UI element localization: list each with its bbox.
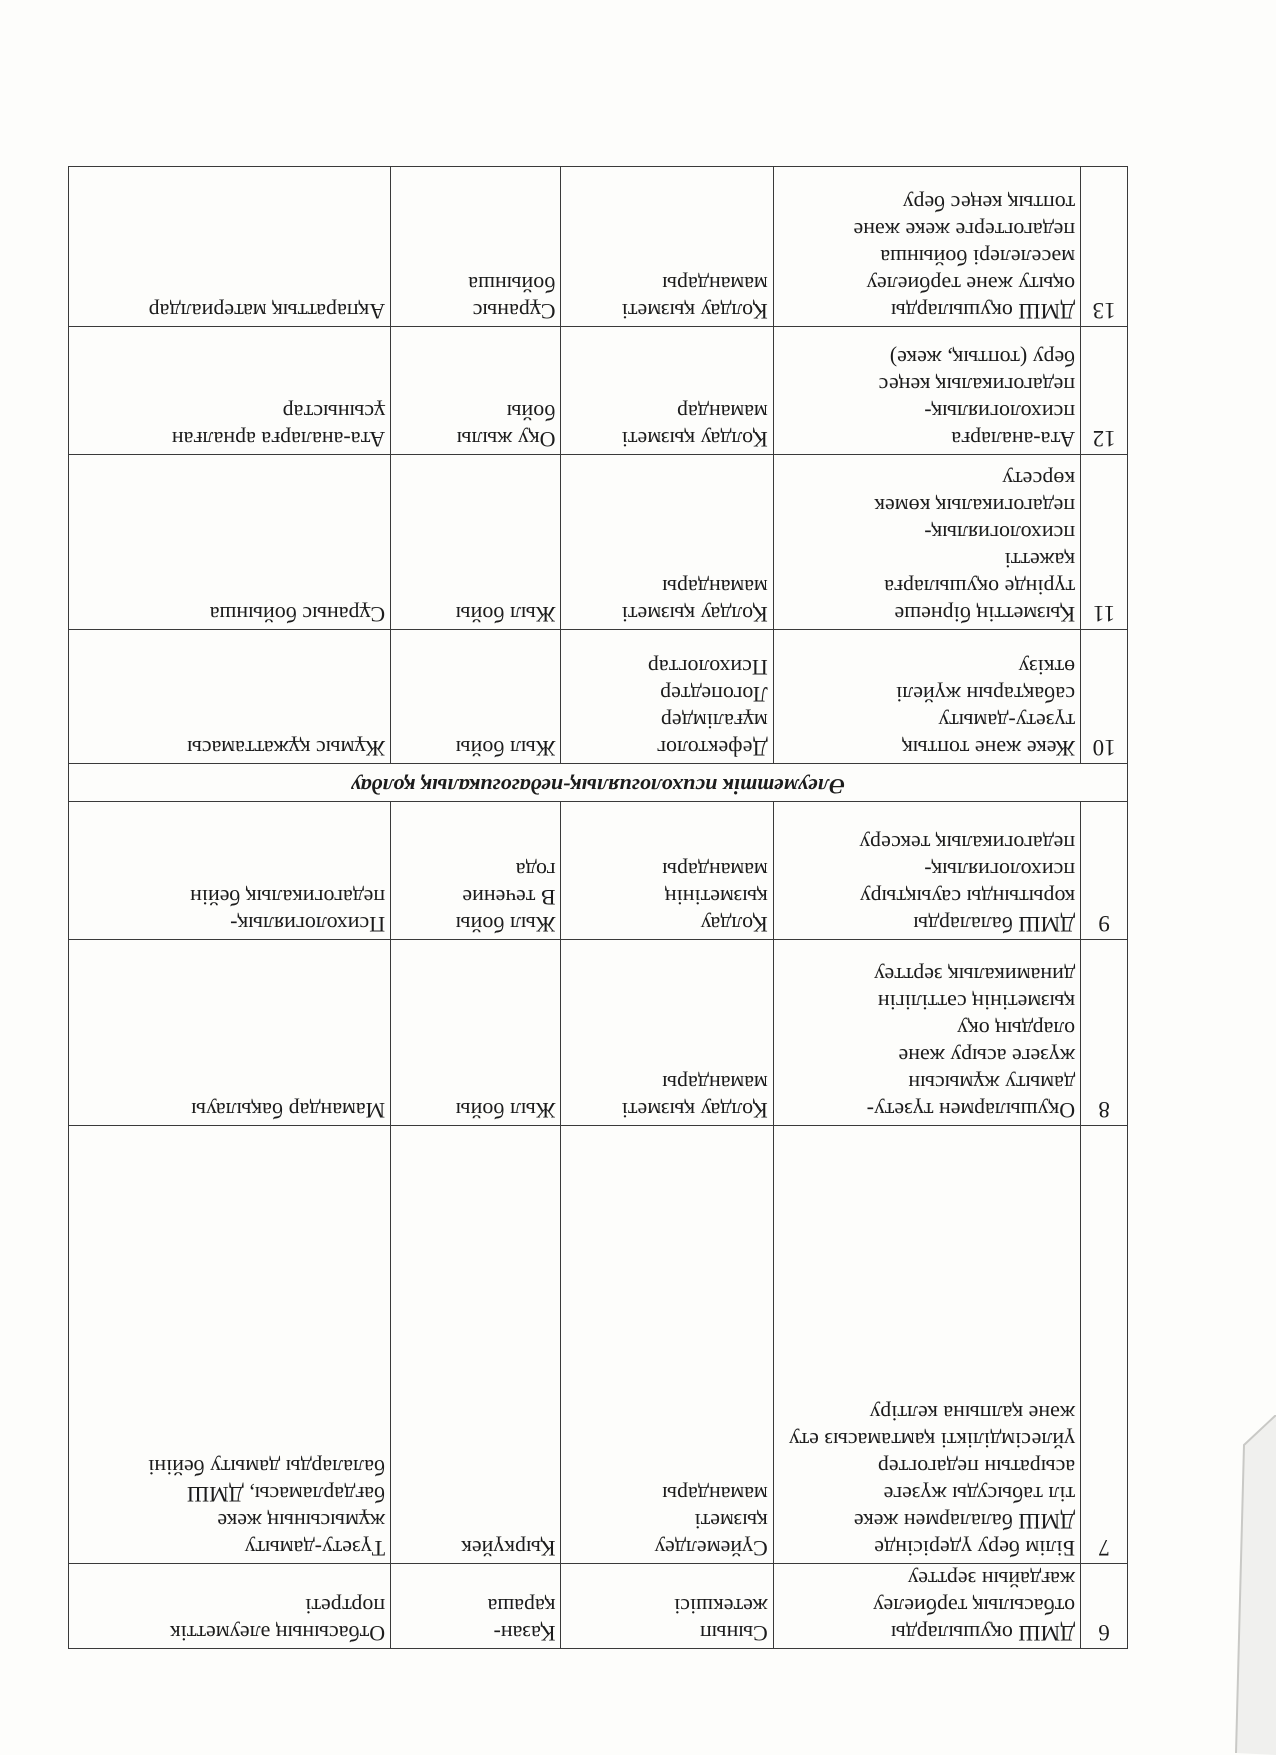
result-cell: Сұраныс бойынша (69, 454, 391, 629)
row-number: 12 (1081, 326, 1128, 454)
result-cell: Жұмыс құжаттамасы (69, 629, 391, 763)
section-title: Әлеуметтік психологиялық-педагогикалық қолдау (69, 763, 1128, 801)
responsible-cell: Сүйемелдеу қызметі мамандары (561, 1125, 773, 1563)
time-cell: Жыл бойы (391, 454, 561, 629)
table-row (69, 454, 1128, 629)
time-cell: Жыл бойы В течение года (391, 801, 561, 939)
activity-cell: ДМШ оқушыларды оқыту және тәрбиелеу мәселелері бойынша педагогтерге жеке және топтық кеңес беру (773, 166, 1080, 326)
time-cell: Жыл бойы (391, 939, 561, 1125)
result-cell: Мамандар бақылауы (69, 939, 391, 1125)
responsible-cell: Қолдау қызметі мамандары (561, 166, 773, 326)
result-cell: Түзету-дамыту жұмысының жеке бағдарламасы, ДМШ балаларды дамыту бейіні (69, 1125, 391, 1563)
activity-cell: Жеке және топтық түзету-дамыту сабақтарын жүйелі өткізу (773, 629, 1080, 763)
result-cell: Отбасының әлеуметтік портреті (69, 1563, 391, 1648)
responsible-cell: Қолдау қызметі мамандары (561, 454, 773, 629)
row-number: 8 (1081, 939, 1128, 1125)
time-cell: Сұраныс бойынша (391, 166, 561, 326)
responsible-cell: Қолдау қызметінің мамандары (561, 801, 773, 939)
activity-cell: ДМШ оқушыларды отбасылық тәрбиелеу жағдайын зерттеу (773, 1563, 1080, 1648)
time-cell: Қыркүйек (391, 1125, 561, 1563)
activity-cell: Білім беру үдерісінде ДМШ балалармен жеке тіл табысуды жүзеге асыратын педагогтер үйлесімділікті қамтамасыз ету және қалпына келтіру (773, 1125, 1080, 1563)
plan-table (68, 166, 1128, 1649)
row-number: 10 (1081, 629, 1128, 763)
activity-cell: ДМШ балаларды корытынды сауықтыру психологиялық- педагогикалық тексеру (773, 801, 1080, 939)
activity-cell: Оқушылармен түзету- дамыту жұмысын жүзеге асыру және олардың оқу қызметінің сәттілігін динамикалық зерттеу (773, 939, 1080, 1125)
row-number: 13 (1081, 166, 1128, 326)
row-number: 11 (1081, 454, 1128, 629)
result-cell: Ақпараттық материалдар (69, 166, 391, 326)
time-cell: Жыл бойы (391, 629, 561, 763)
result-cell: Психологиялық- педагогикалық бейін (69, 801, 391, 939)
table-row (69, 166, 1128, 326)
table-row (69, 939, 1128, 1125)
table-row (69, 1125, 1128, 1563)
responsible-cell: Қолдау қызметі мамандары (561, 939, 773, 1125)
table-row (69, 326, 1128, 454)
activity-cell: Қызметтің бірнеше түрінде оқушыларға қажетті психологиялық- педагогикалық көмек көрсету (773, 454, 1080, 629)
result-cell: Ата-аналарға арналған ұсыныстар (69, 326, 391, 454)
row-number: 6 (1081, 1563, 1128, 1648)
activity-cell: Ата-аналарға психологиялық- педагогикалық кеңес беру (топтық, жеке) (773, 326, 1080, 454)
time-cell: Қазан- қараша (391, 1563, 561, 1648)
responsible-cell: Дефектолог мұғалімдер Логопедтер Психологтар (561, 629, 773, 763)
responsible-cell: Сынып жетекшісі (561, 1563, 773, 1648)
table-row (69, 1563, 1128, 1648)
table-row (69, 801, 1128, 939)
row-number: 7 (1081, 1125, 1128, 1563)
table-row (69, 629, 1128, 763)
page-fold-shadow (1216, 1415, 1276, 1755)
row-number: 9 (1081, 801, 1128, 939)
time-cell: Оқу жылы бойы (391, 326, 561, 454)
responsible-cell: Қолдау қызметі мамандар (561, 326, 773, 454)
section-row (69, 763, 1128, 801)
